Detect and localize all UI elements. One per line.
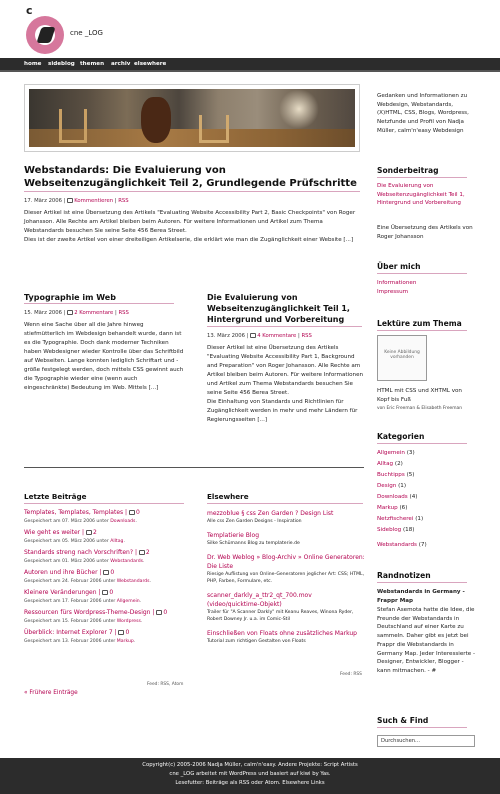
comment-icon <box>67 198 73 203</box>
site-header <box>0 0 500 58</box>
book-authors: von Eric Freeman & Elisabeth Freeman <box>377 406 463 411</box>
category-item: Buchtipps (5) <box>377 472 415 478</box>
post-excerpt: Dieser Artikel ist eine Übersetzung des Artikels "Evaluating Website Accessibility Part 1, Background and Preparation" von Roger Johansson. Alle Rechte am Artikel bleiben beim Autoren. Für weitere Informationen und Artikel zum Thema Webstandards besuchen Sie seine Seite 456 Berea Street. Die Einhaltung von Standards und Richtlinien für Zugänglichkeit werden in mehr und mehr Ländern für Regierungsseiten [...] <box>207 345 364 423</box>
categories-heading: Kategorien <box>377 432 425 441</box>
post-link[interactable]: Überblick: Internet Explorer 7 <box>24 629 113 636</box>
about-heading: Über mich <box>377 262 421 271</box>
post-title[interactable]: Typographie im Web <box>24 293 116 302</box>
nav-sideblog[interactable]: sideblog <box>48 61 75 67</box>
list-item: Ressourcen fürs Wordpress-Theme-Design | 0 Gespeichert am 15. Februar 2006 unter Wordpress. <box>24 609 168 624</box>
special-link[interactable]: Die Evaluierung von Webseitenzugänglichkeit Teil 1, Hintergrund und Vorbereitung <box>377 183 465 207</box>
rss-link[interactable]: RSS <box>301 333 312 339</box>
post-link[interactable]: Kleinere Veränderungen <box>24 589 97 596</box>
category-item: Allgemein (3) <box>377 450 415 456</box>
post-link[interactable]: Autoren und ihre Bücher <box>24 569 98 576</box>
special-text: Eine Übersetzung des Artikels von Roger Johansson <box>377 225 473 240</box>
list-item: Dr. Web Weblog » Blog-Archiv » Online Generatoren: Die Liste Riesige Auflistung von Online-Generatoren jeglicher Art: CSS; HTML, PHP, Farben, Formulare, etc. <box>207 554 365 584</box>
category-link[interactable]: Webstandards <box>110 559 144 564</box>
list-item: Templatierie Blog Silke Schümanns Blog zu templaterie.de <box>207 531 365 547</box>
special-heading: Sonderbeitrag <box>377 166 439 175</box>
post-meta: 15. März 2006 | 2 Kommentare | RSS <box>24 310 129 316</box>
notes-text: Stefan Asemota hatte die Idee, die Freunde der Webstandards in Deutschland auf einer Karte zu sammeln. Daher gibt es jetzt bei Frappr die Webstandards in Germany Map. Jeder Interessierte - Designer, Entwickler, Blogger - kann mitmachen. - # <box>377 607 476 674</box>
nav-themen[interactable]: themen <box>80 61 105 67</box>
category-item: Design (1) <box>377 483 407 489</box>
notes-title: Webstandards in Germany - Frappr Map <box>377 589 465 604</box>
comment-icon <box>67 310 73 315</box>
list-item: Autoren und ihre Bücher | 0 Gespeichert am 24. Februar 2006 unter Webstandards. <box>24 569 152 584</box>
list-item: Einschließen von Floats ohne zusätzliches Markup Tutorial zum richtigen Gestalten von Floats <box>207 629 365 645</box>
about-imprint-link[interactable]: Impressum <box>377 289 409 295</box>
site-footer <box>0 758 500 794</box>
rss-link[interactable]: RSS <box>118 310 129 316</box>
list-item: Standards streng nach Vorschriften? | 2 Gespeichert am 01. März 2006 unter Webstandards. <box>24 549 150 564</box>
list-item: Kleinere Veränderungen | 0 Gespeichert am 17. Februar 2006 unter Allgemein. <box>24 589 142 604</box>
about-info-link[interactable]: Informationen <box>377 280 417 286</box>
category-link[interactable]: Wordpress <box>116 619 141 624</box>
list-item: Wie geht es weiter | 2 Gespeichert am 05. März 2006 unter Alltag. <box>24 529 125 544</box>
reading-heading: Lektüre zum Thema <box>377 319 462 328</box>
comments-link[interactable]: 2 Kommentare <box>74 310 114 316</box>
older-posts-link[interactable]: « Frühere Einträge <box>24 690 78 696</box>
post-excerpt: Dieser Artikel ist eine Übersetzung des Artikels "Evaluating Website Accessibility Part 2, Basic Checkpoints" von Roger Johansson. Alle Rechte am Artikel bleiben beim Autoren. Für weitere Informationen und Artikel zum Thema Webstandards besuchen Sie seine Seite 456 Berea Street. Dies ist der zweite Artikel von einer dreiteiligen Artikelserie, die erklärt wie man die Zugänglichkeit einer Website [...] <box>24 210 356 243</box>
post-title[interactable]: Die Evaluierung von Webseitenzugänglichkeit Teil 1, Hintergrund und Vorbereitung <box>207 293 350 324</box>
book-title: HTML mit CSS und XHTML von Kopf bis Fuß <box>377 388 462 403</box>
logo-letter: c <box>26 4 33 17</box>
site-name[interactable]: cne _LOG <box>70 29 103 37</box>
post-meta: 13. März 2006 | 4 Kommentare | RSS <box>207 333 312 339</box>
category-item: Sideblog (18) <box>377 527 415 533</box>
post-link[interactable]: Standards streng nach Vorschriften? <box>24 549 134 556</box>
footer-copyright: Copyright(c) 2005-2006 Nadja Müller, calm'n'easy. Andere Projekte: Script Artists <box>142 762 358 768</box>
category-item: Webstandards (7) <box>377 542 427 548</box>
post-link[interactable]: Templates, Templates, Templates <box>24 509 124 516</box>
nav-archiv[interactable]: archiv <box>111 61 131 67</box>
category-item: Alltag (2) <box>377 461 403 467</box>
footer-feeds: Lesefutter: Beiträge als RSS oder Atom. Elsewhere Links <box>175 780 325 786</box>
logo-icon[interactable] <box>26 16 64 54</box>
elsewhere-list <box>207 509 365 651</box>
elsewhere-feed[interactable]: Feed: RSS <box>340 672 362 677</box>
list-item: Templates, Templates, Templates | 0 Gespeichert am 07. März 2006 unter Downloads. <box>24 509 140 524</box>
latest-list <box>24 509 189 649</box>
comments-link[interactable]: 4 Kommentare <box>257 333 297 339</box>
category-link[interactable]: Markup <box>116 639 134 644</box>
post-link[interactable]: Ressourcen fürs Wordpress-Theme-Design <box>24 609 151 616</box>
site-description: Gedanken und Informationen zu Webdesign, Webstandards, (X)HTML, CSS, Blogs, Wordpress, Netzfunde und Profil von Nadja Müller, calm'n'easy Webdesign <box>377 93 469 134</box>
nav-home[interactable]: home <box>24 61 42 67</box>
post-excerpt: Wenn eine Sache über all die Jahre hinweg stiefmütterlich im Webdesign behandelt wurde, dann ist es die Typographie. Doch dank moderner Techniken haben Webdesigner wieder Kontrolle über das Schriftbild auf Webseiten. Lange konnten lediglich Schriftart und -größe festgelegt werden, doch mittels CSS gewinnt auch die Typographie wieder eine (wenn auch eingeschränkte) Bedeutung im Web. Mittels [...] <box>24 322 184 391</box>
footer-powered: cne _LOG arbeitet mit WordPress und basiert auf kiwi by Yas. <box>169 771 331 777</box>
list-item: mezzoblue § css Zen Garden ? Design List Alle css Zen Garden Designs - Inspiration <box>207 509 365 525</box>
list-item: Überblick: Internet Explorer 7 | 0 Gespeichert am 13. Februar 2006 unter Markup. <box>24 629 136 644</box>
comment-icon <box>250 333 256 338</box>
category-link[interactable]: Alltag <box>110 539 124 544</box>
notes-heading: Randnotizen <box>377 571 431 580</box>
post-title[interactable]: Webstandards: Die Evaluierung von Webseitenzugänglichkeit Teil 2, Grundlegende Prüfschritte <box>24 165 357 189</box>
post-link[interactable]: Wie geht es weiter <box>24 529 81 536</box>
elsewhere-link[interactable]: Einschließen von Floats ohne zusätzliches Markup <box>207 630 357 637</box>
book-cover[interactable]: Keine Abbildung vorhanden <box>377 335 427 381</box>
latest-heading: Letzte Beiträge <box>24 492 87 501</box>
elsewhere-heading: Elsewhere <box>207 492 249 501</box>
comments-link[interactable]: Kommentieren <box>74 198 114 204</box>
nav-elsewhere[interactable]: elsewhere <box>134 61 167 67</box>
category-item: Downloads (4) <box>377 494 418 500</box>
elsewhere-link[interactable]: scanner_darkly_a_ttr2_qt_700.mov (video/quicktime-Objekt) <box>207 592 312 608</box>
elsewhere-link[interactable]: Templatierie Blog <box>207 532 260 539</box>
category-item: Markup (6) <box>377 505 408 511</box>
category-link[interactable]: Webstandards <box>116 579 150 584</box>
list-item: scanner_darkly_a_ttr2_qt_700.mov (video/quicktime-Objekt) Trailer für "A Scanner Darkly" mit Keanu Reaves, Winona Ryder, Robert Downey Jr. u.a. im Comic-Stil <box>207 591 365 623</box>
post-meta: 17. März 2006 | Kommentieren | RSS <box>24 198 129 204</box>
latest-feed[interactable]: Feed: RSS, Atom <box>147 682 184 687</box>
category-link[interactable]: Allgemein <box>116 599 140 604</box>
elsewhere-link[interactable]: mezzoblue § css Zen Garden ? Design List <box>207 510 334 517</box>
category-link[interactable]: Downloads <box>110 519 136 524</box>
search-heading: Such & Find <box>377 716 429 725</box>
elsewhere-link[interactable]: Dr. Web Weblog » Blog-Archiv » Online Generatoren: Die Liste <box>207 554 365 570</box>
main-nav <box>0 58 500 72</box>
category-item: Netzfischerei (1) <box>377 516 424 522</box>
header-photo <box>29 89 355 147</box>
header-image-frame <box>24 84 360 152</box>
search-input[interactable]: Durchsuchen... <box>377 735 475 747</box>
rss-link[interactable]: RSS <box>118 198 129 204</box>
